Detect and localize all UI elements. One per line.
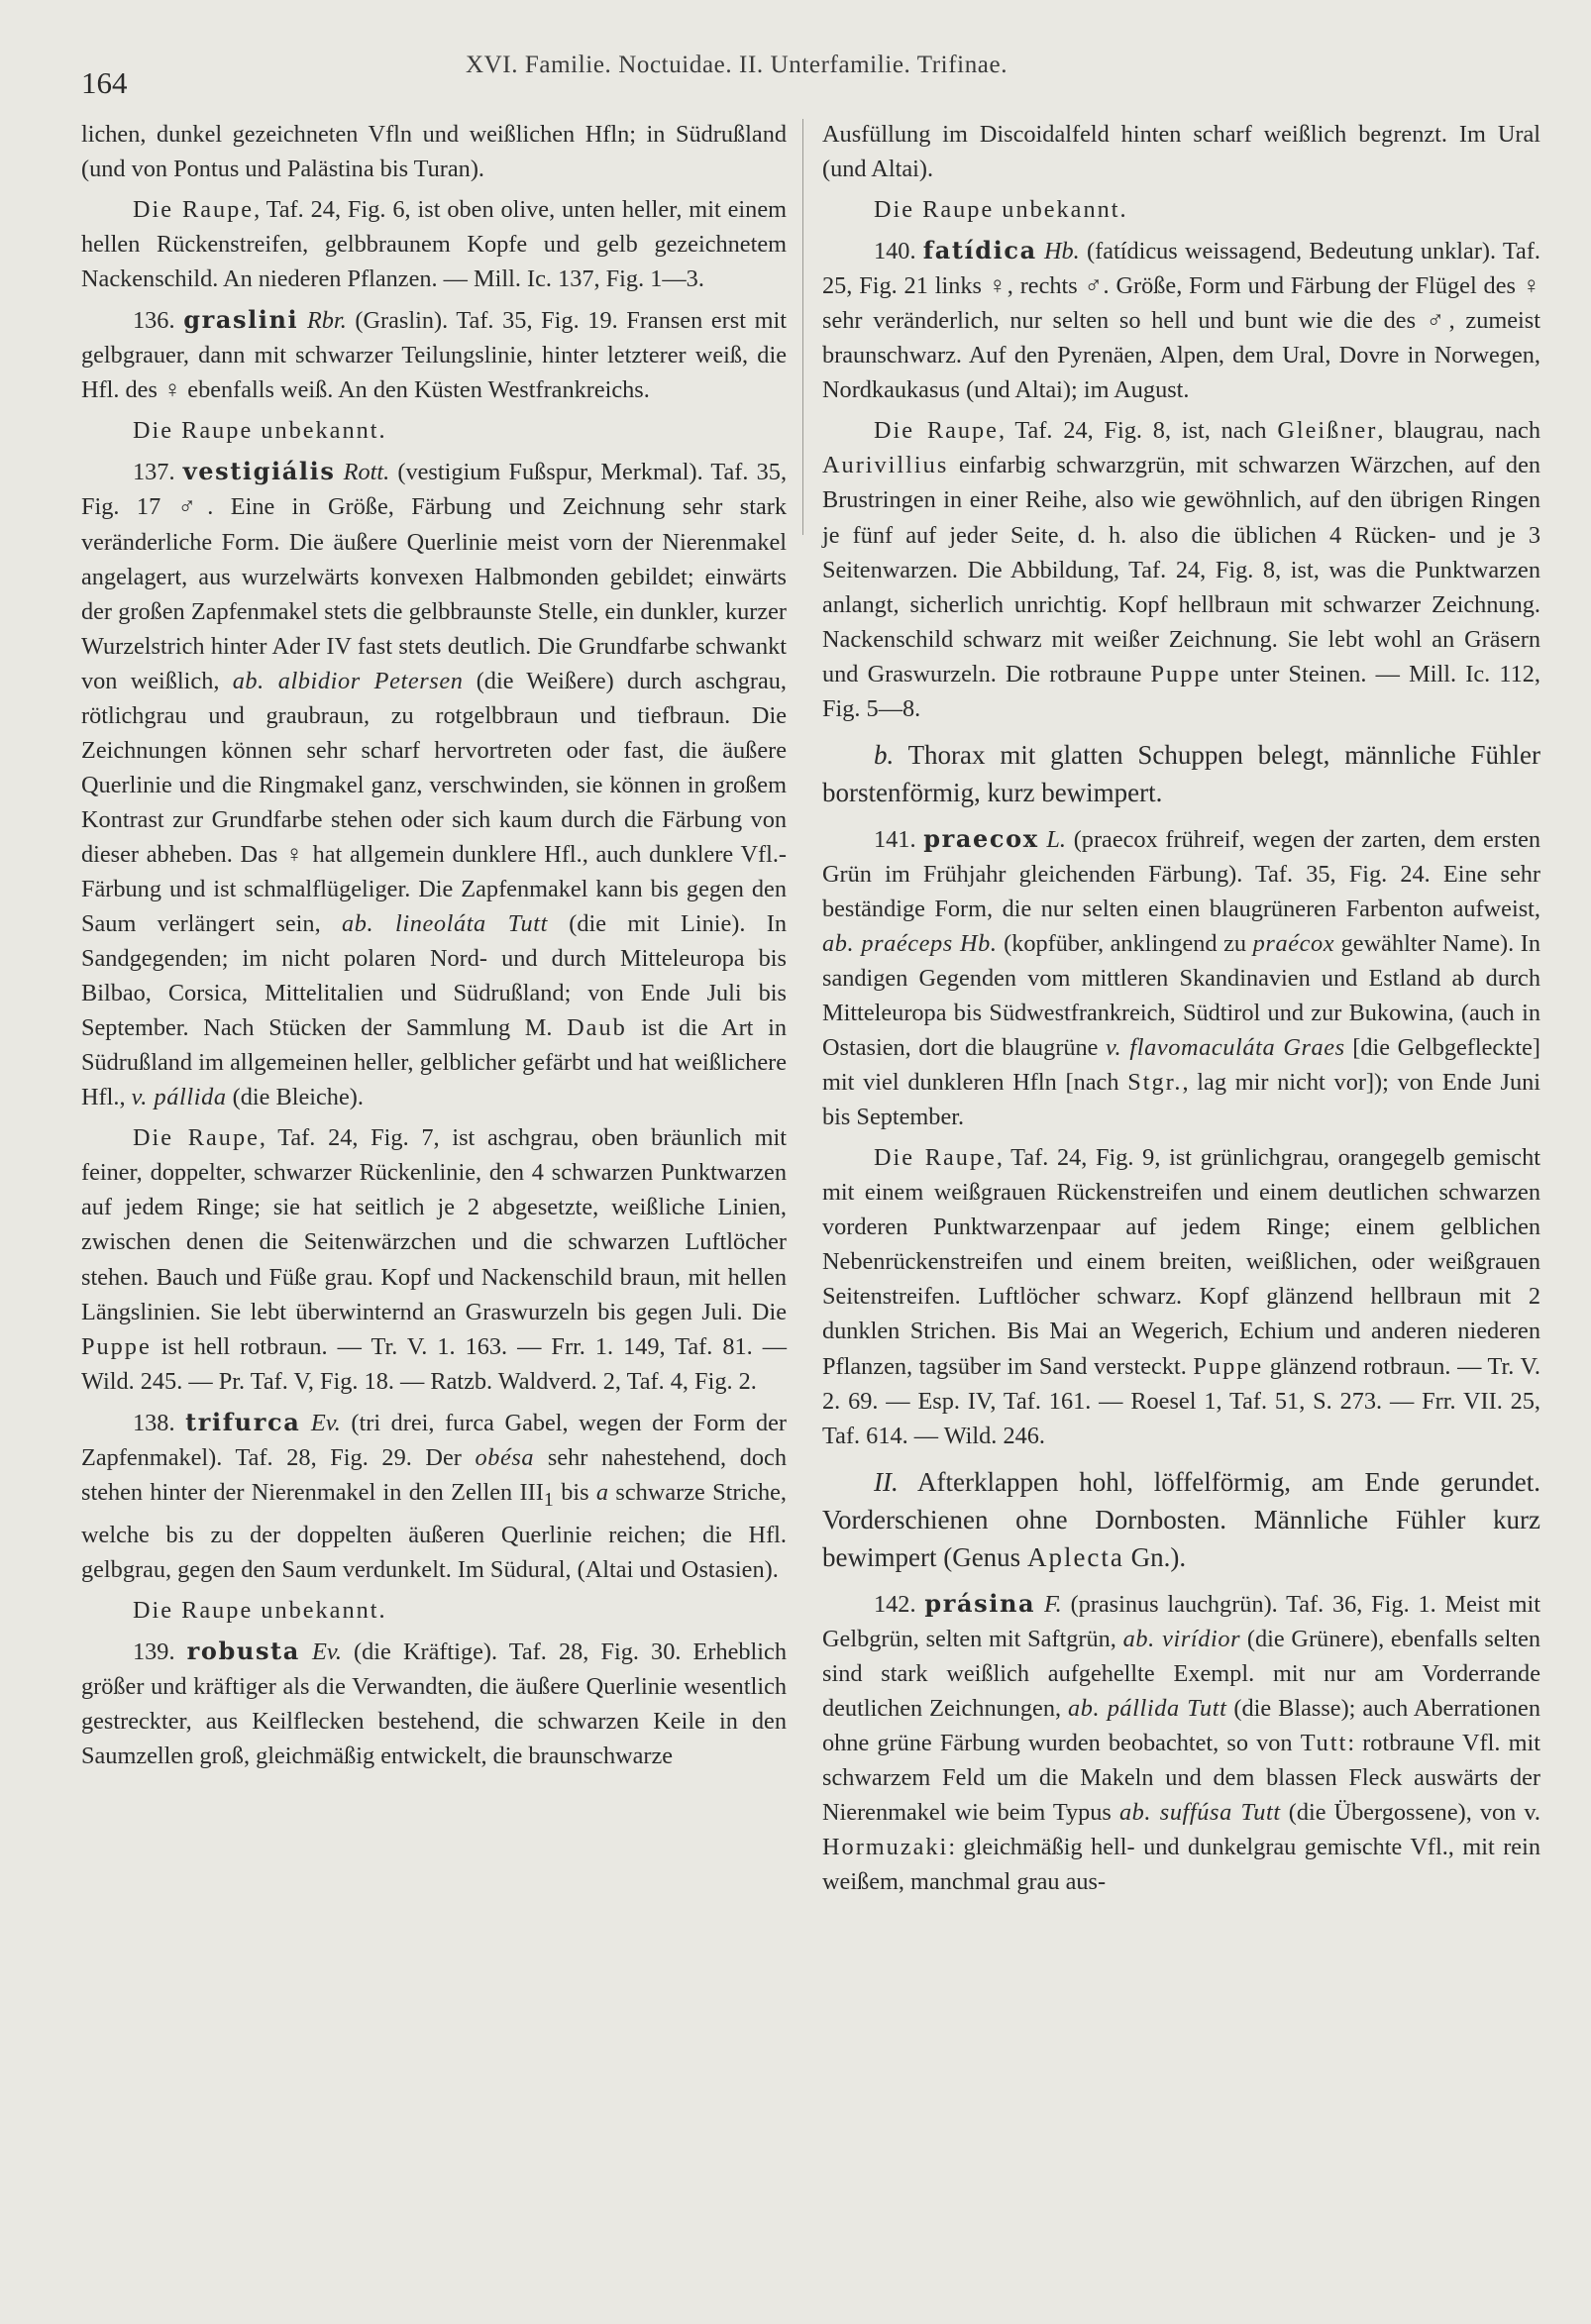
column-divider [802,119,803,535]
left-column [81,117,787,1779]
species-entry-142: 142. prásina F. (prasinus lauchgrün). Taf. 36, Fig. 1. Meist mit Gelbgrün, selten mit Saftgrün, ab. virídior (die Grünere), ebenfalls selten sind stark weißlich aufgehellte Exempl. mit nur am Vorderrande deutlichen Zeichnungen, ab. pállida Tutt (die Blasse); auch Aberrationen ohne grüne Färbung wurden beobachtet, so von Tutt: rotbraune Vfl. mit schwarzem Feld um die Makeln und dem blassen Fleck auswärts der Nierenmakel wie beim Typus ab. suffúsa Tutt (die Übergossene), von v. Hormuzaki: gleichmäßig hell- und dunkelgrau gemischte Vfl., mit rein weißem, manchmal grau aus- [822,1588,1541,1896]
species-entry-136: 136. graslini Rbr. (Graslin). Taf. 35, Fig. 19. Fransen erst mit gelbgrauer, dann mit schwarzer Teilungslinie, hinter letzterer weiß, die Hfl. des ♀ ebenfalls weiß. An den Küsten Westfrankreichs. [81,305,788,404]
paragraph: lichen, dunkel gezeichneten Vfln und weißlichen Hfln; in Südrußland (und von Pontus und Palästina bis Turan). [81,121,787,183]
paragraph: Die Raupe, Taf. 24, Fig. 7, ist aschgrau, oben bräunlich mit feiner, doppelter, schwarzer Rückenlinie, den 4 schwarzen Punktwarzen auf jedem Ringe; sie hat seitlich je 2 abgesetzte, weißliche Linien, zwischen denen die Seitenwärzchen und die schwarzen Luftlöcher stehen. Bauch und Füße grau. Kopf und Nackenschild braun, mit hellen Längslinien. Sie lebt überwinternd an Graswurzeln bis gegen Juli. Die Puppe ist hell rotbraun. — Tr. V. 1. 163. — Frr. 1. 149, Taf. 81. — Wild. 245. — Pr. Taf. V, Fig. 18. — Ratzb. Waldverd. 2, Taf. 4, Fig. 2. [81,1124,787,1395]
paragraph: Die Raupe, Taf. 24, Fig. 8, ist, nach Gleißner, blaugrau, nach Aurivillius einfarbig schwarzgrün, mit schwarzen Wärzchen, auf den Brustringen in einer Reihe, also wie gewöhnlich, auf den übrigen Ringen je fünf auf jeder Seite, d. h. also die üblichen 4 Rücken- und je 3 Seitenwarzen. Die Abbildung, Taf. 24, Fig. 8, ist, was die Punktwarzen anlangt, sicherlich unrichtig. Kopf hellbraun mit schwarzer Zeichnung. Nackenschild schwarz mit weißer Zeichnung. Sie lebt wohl an Gräsern und Graswurzeln. Die rotbraune Puppe unter Steinen. — Mill. Ic. 112, Fig. 5—8. [822,417,1540,722]
species-name: graslini [183,305,299,335]
page-header [81,52,1532,100]
species-entry-141: 141. praecox L. (praecox frühreif, wegen der zarten, dem ersten Grün im Frühjahr gleichenden Färbung). Taf. 35, Fig. 24. Eine sehr beständige Form, die nur selten einen blaugrüneren Farbenton aufweist, ab. praéceps Hb. (kopfüber, anklingend zu praécox gewählter Name). In sandigen Gegenden vom mittleren Skandinavien und Estland ab durch Mitteleuropa bis Südwestfrankreich, Südtirol und zur Bukowina, (auch in Ostasien, dort die blaugrüne v. flavomaculáta Graes [die Gelbgefleckte] mit viel dunkleren Hfln [nach Stgr., lag mir nicht vor]); von Ende Juni bis September. [822,823,1541,1131]
species-entry-139: 139. robusta Ev. (die Kräftige). Taf. 28, Fig. 30. Erheblich größer und kräftiger als die Verwandten, die äußere Querlinie wesentlich gestreckter, aus Keilflecken bestehend, die schwarzen Keile in den Saumzellen groß, gleichmäßig entwickelt, die braunschwarze [81,1636,787,1769]
species-entry-137: 137. vestigiális Rott. (vestigium Fußspur, Merkmal). Taf. 35, Fig. 17 ♂. Eine in Größe, Färbung und Zeichnung sehr stark veränderliche Form. Die äußere Querlinie meist vorn der Nierenmakel angelagert, aus wurzelwärts konvexen Halbmonden gebildet; einwärts der großen Zapfenmakel stets die gelbbraunste Stelle, ein dunkler, kurzer Wurzelstrich hinter Ader IV fast stets deutlich. Die Grundfarbe schwankt von weißlich, ab. albidior Petersen (die Weißere) durch aschgrau, rötlichgrau und graubraun, zu rotgelbbraun und tiefbraun. Die Zeichnungen können sehr scharf hervortreten oder fast, die äußere Querlinie und die Ringmakel ganz, verschwinden, sie können in großem Kontrast zur Grundfarbe stehen oder sich kaum durch die Färbung von dieser abheben. Das ♀ hat allgemein dunklere Hfl., auch dunklere Vfl.-Färbung und ist schmalflügeliger. Die Zapfenmakel kann bis gegen den Saum verlängert sein, ab. lineoláta Tutt (die mit Linie). In Sandgegenden; im nicht polaren Nord- und durch Mitteleuropa bis Bilbao, Corsica, Mittelitalien und Südrußland; von Ende Juli bis September. Nach Stücken der Sammlung M. Daub ist die Art in Südrußland im allgemeinen heller, gelblicher gefärbt und hat weißlichere Hfl., v. pállida (die Bleiche). [81,457,788,1111]
species-name: vestigiális [182,457,336,486]
paragraph: Die Raupe unbekannt. [874,196,1128,224]
running-title: XVI. Familie. Noctuidae. II. Unterfamilie. Trifinae. [466,52,1008,78]
species-name: prásina [924,1588,1036,1618]
page-number: 164 [81,65,128,100]
paragraph: Ausfüllung im Discoidalfeld hinten scharf weißlich begrenzt. Im Ural (und Altai). [822,121,1540,183]
species-name: robusta [186,1636,300,1665]
paragraph: Die Raupe, Taf. 24, Fig. 9, ist grünlichgrau, orangegelb gemischt mit einem weißgrauen Rückenstreifen und einem deutlichen schwarzen vorderen Punktwarzenpaar auf jedem Ringe; einem gelblichen Nebenrückenstreifen und einem breiten, weißlichen, oder weißgrauen Seitenstreifen. Luftlöcher schwarz. Kopf glänzend hellbraun mit 2 dunklen Strichen. Bis Mai an Wegerich, Echium und anderen niederen Pflanzen, tagsüber im Sand versteckt. Puppe glänzend rotbraun. — Tr. V. 2. 69. — Esp. IV, Taf. 161. — Roesel 1, Taf. 51, S. 273. — Frr. VII. 25, Taf. 614. — Wild. 246. [822,1144,1540,1449]
section-heading-b: b. Thorax mit glatten Schuppen belegt, männliche Fühler borstenförmig, kurz bewimpert. [822,739,1540,807]
species-name: trifurca [185,1407,301,1436]
right-column [822,117,1540,1905]
species-name: praecox [923,823,1039,853]
paragraph: Die Raupe unbekannt. [133,417,387,445]
paragraph: Die Raupe, Taf. 24, Fig. 6, ist oben olive, unten heller, mit einem hellen Rückenstreifen, gelbbraunem Kopfe und gelb gezeichnetem Nackenschild. An niederen Pflanzen. — Mill. Ic. 137, Fig. 1—3. [81,196,787,293]
paragraph: Die Raupe unbekannt. [133,1596,387,1624]
section-heading-II: II. Afterklappen hohl, löffelförmig, am Ende gerundet. Vorderschienen ohne Dornbosten. Männliche Fühler kurz bewimpert (Genus Aplecta Gn.). [822,1466,1540,1572]
species-name: fatídica [922,236,1037,265]
species-entry-138: 138. trifurca Ev. (tri drei, furca Gabel, wegen der Form der Zapfenmakel). Taf. 28, Fig. 29. Der obésa sehr nahestehend, doch stehen hinter der Nierenmakel in den Zellen $III_1$ bis a schwarze Striche, welche bis zu der doppelten äußeren Querlinie reichen; die Hfl. gelbgrau, gegen den Saum verdunkelt. Im Südural, (Altai und Ostasien). [81,1407,787,1583]
species-entry-140: 140. fatídica Hb. (fatídicus weissagend, Bedeutung unklar). Taf. 25, Fig. 21 links ♀, rechts ♂. Größe, Form und Färbung der Flügel des ♀ sehr veränderlich, nur selten so hell und bunt wie die des ♂, zumeist braunschwarz. Auf den Pyrenäen, Alpen, dem Ural, Dovre in Norwegen, Nordkaukasus (und Altai); im August. [822,236,1540,404]
